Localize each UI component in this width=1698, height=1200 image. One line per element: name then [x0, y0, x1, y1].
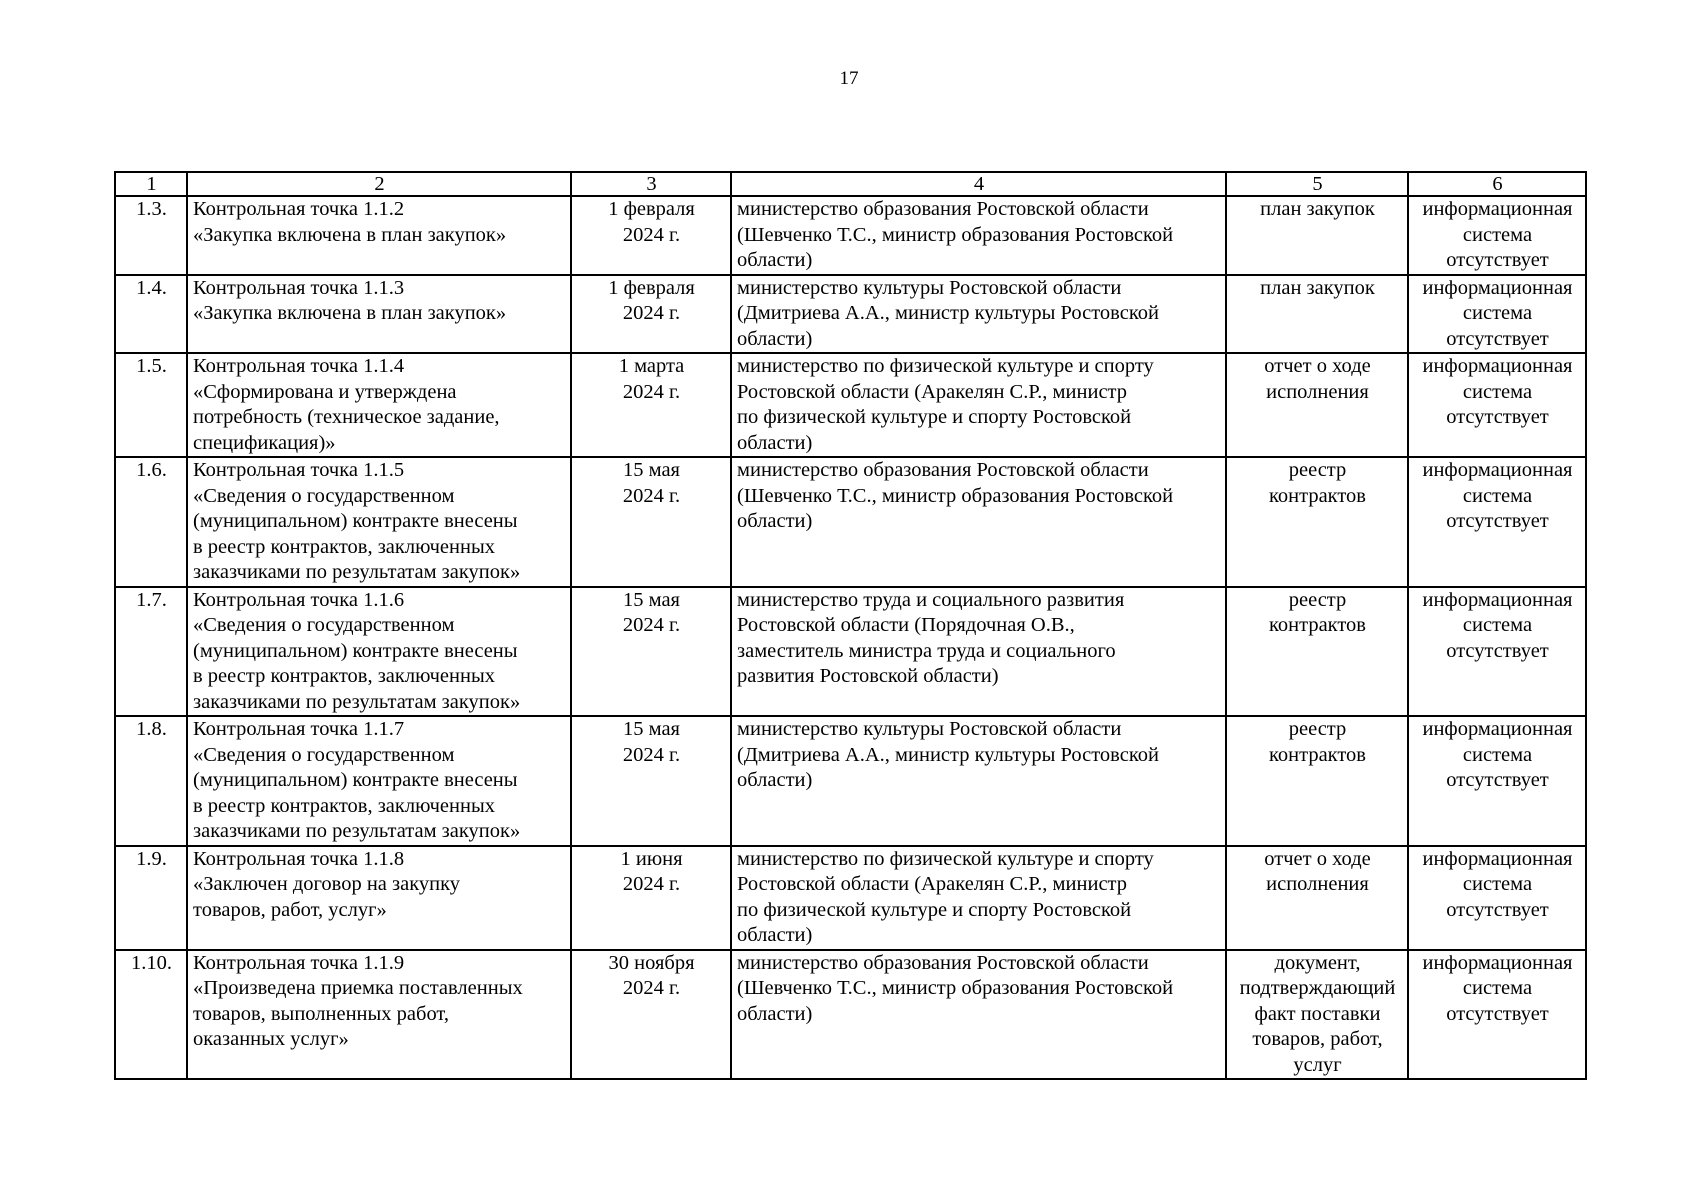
- cell-text-line: информационная: [1422, 276, 1573, 299]
- cell-text-line: товаров, работ,: [1252, 1028, 1383, 1050]
- information-system-cell: [1408, 457, 1586, 587]
- cell-text-line: реестр: [1288, 718, 1347, 740]
- table-row: [115, 846, 1586, 950]
- column-header: 6: [1408, 172, 1586, 196]
- responsible-cell: [731, 587, 1226, 717]
- table-header-row: [115, 172, 1586, 196]
- cell-text-line: реестр: [1288, 459, 1347, 481]
- cell-text-line: Ростовской области (Аракелян С.Р., министр: [737, 873, 1128, 895]
- cell-text-line: 2024 г.: [622, 743, 681, 766]
- cell-text-line: в реестр контрактов, заключенных: [193, 665, 495, 687]
- cell-text-line: области): [737, 924, 813, 946]
- row-number-cell: 1.8.: [115, 716, 187, 846]
- cell-text-line: товаров, работ, услуг»: [193, 898, 387, 921]
- cell-text-line: отсутствует: [1446, 327, 1549, 350]
- document-type-cell: [1226, 846, 1408, 950]
- cell-text-line: министерство труда и социального развития: [737, 588, 1125, 611]
- column-header: 4: [731, 172, 1226, 196]
- cell-text-line: области): [737, 769, 813, 791]
- cell-text-line: 15 мая: [623, 718, 680, 740]
- information-system-cell: [1408, 196, 1586, 275]
- cell-text-line: 2024 г.: [622, 977, 681, 999]
- cell-text-line: заместитель министра труда и социального: [737, 639, 1116, 662]
- document-type-cell: [1226, 457, 1408, 587]
- responsible-cell: [731, 716, 1226, 846]
- deadline-cell: [571, 457, 731, 587]
- cell-text-line: потребность (техническое задание,: [193, 406, 500, 428]
- cell-text-line: система: [1462, 614, 1533, 636]
- column-header: 3: [571, 172, 731, 196]
- cell-text-line: контрактов: [1268, 743, 1366, 766]
- cell-text-line: исполнения: [1266, 380, 1369, 403]
- row-number-cell: 1.3.: [115, 196, 187, 275]
- cell-text-line: области): [737, 510, 813, 532]
- row-number-cell: 1.9.: [115, 846, 187, 950]
- deadline-cell: [571, 716, 731, 846]
- responsible-cell: [731, 353, 1226, 457]
- cell-text-line: области): [737, 1002, 813, 1025]
- cell-text-line: (муниципальном) контракте внесены: [193, 769, 518, 791]
- cell-text-line: 2024 г.: [622, 380, 681, 403]
- information-system-cell: [1408, 587, 1586, 717]
- deadline-cell: [571, 353, 731, 457]
- cell-text-line: информационная: [1422, 847, 1573, 870]
- cell-text-line: (муниципальном) контракте внесены: [193, 639, 518, 662]
- cell-text-line: отсутствует: [1446, 406, 1549, 428]
- table-row: [115, 716, 1586, 846]
- cell-text-line: «Сведения о государственном: [193, 614, 455, 636]
- control-point-cell: [187, 353, 571, 457]
- cell-text-line: услуг: [1293, 1053, 1342, 1076]
- cell-text-line: 2024 г.: [622, 614, 681, 636]
- cell-text-line: «Заключен договор на закупку: [193, 873, 461, 895]
- cell-text-line: по физической культуре и спорту Ростовской: [737, 406, 1132, 428]
- cell-text-line: система: [1462, 223, 1533, 246]
- cell-text-line: план закупок: [1260, 198, 1375, 220]
- cell-text-line: исполнения: [1266, 873, 1369, 895]
- document-type-cell: [1226, 353, 1408, 457]
- cell-text-line: отсутствует: [1446, 249, 1549, 271]
- cell-text-line: в реестр контрактов, заключенных: [193, 794, 495, 817]
- cell-text-line: отчет о ходе: [1264, 847, 1371, 870]
- cell-text-line: подтверждающий: [1239, 977, 1396, 999]
- cell-text-line: «Сведения о государственном: [193, 484, 455, 507]
- cell-text-line: «Сведения о государственном: [193, 743, 455, 766]
- control-points-table: [114, 171, 1587, 1080]
- cell-text-line: 30 ноября: [608, 951, 695, 974]
- cell-text-line: 1 февраля: [608, 276, 695, 299]
- document-type-cell: [1226, 950, 1408, 1080]
- cell-text-line: Контрольная точка 1.1.9: [193, 951, 405, 974]
- cell-text-line: области): [737, 431, 813, 454]
- cell-text-line: развития Ростовской области): [737, 665, 999, 687]
- cell-text-line: Ростовской области (Порядочная О.В.,: [737, 614, 1075, 636]
- cell-text-line: министерство образования Ростовской области: [737, 459, 1149, 481]
- cell-text-line: отсутствует: [1446, 510, 1549, 532]
- cell-text-line: (Шевченко Т.С., министр образования Ростовской: [737, 977, 1174, 999]
- page-number: 17: [839, 68, 859, 89]
- control-point-cell: [187, 846, 571, 950]
- responsible-cell: [731, 846, 1226, 950]
- column-header: 5: [1226, 172, 1408, 196]
- cell-text-line: (Шевченко Т.С., министр образования Ростовской: [737, 223, 1174, 246]
- cell-text-line: министерство культуры Ростовской области: [737, 276, 1122, 299]
- cell-text-line: Контрольная точка 1.1.5: [193, 459, 405, 481]
- cell-text-line: области): [737, 249, 813, 271]
- cell-text-line: Ростовской области (Аракелян С.Р., министр: [737, 380, 1128, 403]
- control-point-cell: [187, 716, 571, 846]
- cell-text-line: (Дмитриева А.А., министр культуры Ростовской: [737, 743, 1159, 766]
- cell-text-line: информационная: [1422, 588, 1573, 611]
- cell-text-line: министерство образования Ростовской области: [737, 951, 1149, 974]
- cell-text-line: министерство культуры Ростовской области: [737, 718, 1122, 740]
- information-system-cell: [1408, 950, 1586, 1080]
- cell-text-line: факт поставки: [1254, 1002, 1381, 1025]
- responsible-cell: [731, 457, 1226, 587]
- cell-text-line: отсутствует: [1446, 639, 1549, 662]
- cell-text-line: заказчиками по результатам закупок»: [193, 820, 521, 842]
- deadline-cell: [571, 275, 731, 354]
- cell-text-line: «Закупка включена в план закупок»: [193, 302, 507, 324]
- column-header: 1: [115, 172, 187, 196]
- cell-text-line: отсутствует: [1446, 769, 1549, 791]
- table-row: [115, 587, 1586, 717]
- cell-text-line: отчет о ходе: [1264, 355, 1371, 377]
- cell-text-line: 1 февраля: [608, 198, 695, 220]
- cell-text-line: 2024 г.: [622, 302, 681, 324]
- control-point-cell: [187, 275, 571, 354]
- cell-text-line: «Сформирована и утверждена: [193, 380, 457, 403]
- document-type-cell: [1226, 196, 1408, 275]
- document-type-cell: [1226, 587, 1408, 717]
- cell-text-line: (Дмитриева А.А., министр культуры Ростовской: [737, 302, 1159, 324]
- cell-text-line: Контрольная точка 1.1.7: [193, 718, 405, 740]
- cell-text-line: Контрольная точка 1.1.4: [193, 355, 405, 377]
- cell-text-line: система: [1462, 873, 1533, 895]
- responsible-cell: [731, 950, 1226, 1080]
- cell-text-line: (муниципальном) контракте внесены: [193, 510, 518, 532]
- cell-text-line: контрактов: [1268, 484, 1366, 507]
- cell-text-line: «Закупка включена в план закупок»: [193, 223, 507, 246]
- control-point-cell: [187, 457, 571, 587]
- cell-text-line: 2024 г.: [622, 873, 681, 895]
- cell-text-line: система: [1462, 380, 1533, 403]
- cell-text-line: спецификация)»: [193, 431, 336, 454]
- table-row: [115, 353, 1586, 457]
- cell-text-line: заказчиками по результатам закупок»: [193, 690, 521, 713]
- table-row: [115, 457, 1586, 587]
- cell-text-line: 15 мая: [623, 588, 680, 611]
- cell-text-line: (Шевченко Т.С., министр образования Ростовской: [737, 484, 1174, 507]
- cell-text-line: министерство по физической культуре и спорту: [737, 847, 1154, 870]
- responsible-cell: [731, 196, 1226, 275]
- deadline-cell: [571, 196, 731, 275]
- information-system-cell: [1408, 353, 1586, 457]
- cell-text-line: в реестр контрактов, заключенных: [193, 535, 495, 558]
- cell-text-line: система: [1462, 484, 1533, 507]
- cell-text-line: товаров, выполненных работ,: [193, 1002, 449, 1025]
- responsible-cell: [731, 275, 1226, 354]
- cell-text-line: министерство образования Ростовской области: [737, 198, 1149, 220]
- cell-text-line: 1 июня: [620, 847, 683, 870]
- cell-text-line: заказчиками по результатам закупок»: [193, 561, 521, 583]
- cell-text-line: 2024 г.: [622, 223, 681, 246]
- cell-text-line: документ,: [1274, 951, 1361, 974]
- cell-text-line: информационная: [1422, 198, 1573, 220]
- document-type-cell: [1226, 275, 1408, 354]
- row-number-cell: 1.7.: [115, 587, 187, 717]
- document-type-cell: [1226, 716, 1408, 846]
- cell-text-line: Контрольная точка 1.1.3: [193, 276, 405, 299]
- cell-text-line: реестр: [1288, 588, 1347, 611]
- cell-text-line: 15 мая: [623, 459, 680, 481]
- information-system-cell: [1408, 716, 1586, 846]
- cell-text-line: информационная: [1422, 951, 1573, 974]
- cell-text-line: контрактов: [1268, 614, 1366, 636]
- control-point-cell: [187, 196, 571, 275]
- table-row: [115, 196, 1586, 275]
- cell-text-line: по физической культуре и спорту Ростовской: [737, 898, 1132, 921]
- cell-text-line: информационная: [1422, 718, 1573, 740]
- cell-text-line: информационная: [1422, 355, 1573, 377]
- row-number-cell: 1.6.: [115, 457, 187, 587]
- cell-text-line: 2024 г.: [622, 484, 681, 507]
- row-number-cell: 1.4.: [115, 275, 187, 354]
- cell-text-line: отсутствует: [1446, 1002, 1549, 1025]
- cell-text-line: Контрольная точка 1.1.2: [193, 198, 405, 220]
- cell-text-line: система: [1462, 977, 1533, 999]
- deadline-cell: [571, 587, 731, 717]
- deadline-cell: [571, 846, 731, 950]
- row-number-cell: 1.10.: [115, 950, 187, 1080]
- column-header: 2: [187, 172, 571, 196]
- cell-text-line: система: [1462, 302, 1533, 324]
- cell-text-line: Контрольная точка 1.1.6: [193, 588, 405, 611]
- control-point-cell: [187, 587, 571, 717]
- deadline-cell: [571, 950, 731, 1080]
- cell-text-line: Контрольная точка 1.1.8: [193, 847, 405, 870]
- information-system-cell: [1408, 846, 1586, 950]
- cell-text-line: «Произведена приемка поставленных: [193, 977, 523, 999]
- cell-text-line: отсутствует: [1446, 898, 1549, 921]
- cell-text-line: министерство по физической культуре и спорту: [737, 355, 1154, 377]
- cell-text-line: план закупок: [1260, 276, 1375, 299]
- information-system-cell: [1408, 275, 1586, 354]
- cell-text-line: информационная: [1422, 459, 1573, 481]
- control-point-cell: [187, 950, 571, 1080]
- row-number-cell: 1.5.: [115, 353, 187, 457]
- table-row: [115, 275, 1586, 354]
- cell-text-line: 1 марта: [618, 355, 685, 377]
- cell-text-line: оказанных услуг»: [193, 1028, 349, 1050]
- cell-text-line: области): [737, 327, 813, 350]
- table-row: [115, 950, 1586, 1080]
- cell-text-line: система: [1462, 743, 1533, 766]
